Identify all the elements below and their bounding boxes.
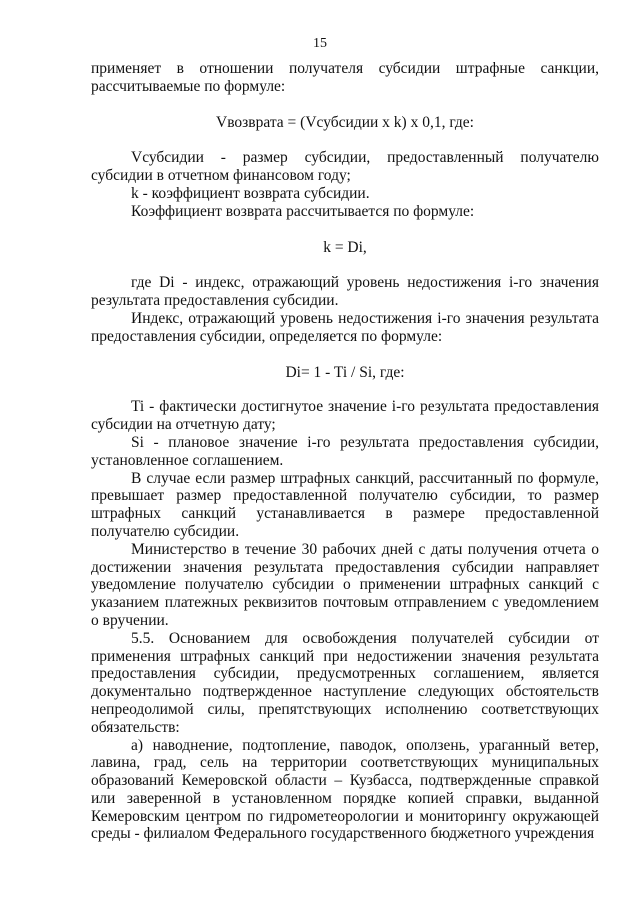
paragraph-subsidy-volume-def: Vсубсидии - размер субсидии, предоставленный получателю субсидии в отчетном финансовом году;	[91, 149, 599, 185]
formula-k: k = Di,	[323, 238, 367, 256]
paragraph-penalty-intro: применяет в отношении получателя субсидии штрафные санкции, рассчитываемые по формуле:	[91, 60, 599, 95]
document-body	[91, 60, 599, 843]
paragraph-k-formula-intro: Коэффициент возврата рассчитывается по формуле:	[131, 202, 475, 220]
paragraph-ti-def: Ti - фактически достигнутое значение i-го результата предоставления субсидии на отчетную дату;	[91, 398, 599, 434]
paragraph-item-a: а) наводнение, подтопление, паводок, оползень, ураганный ветер, лавина, град, сель на территории соответствующих муниципальных образований Кемеровской области – Кузбасса, подтвержденные справкой или заверенной в установленном порядке копией справки, выданной Кемеровским центром по гидрометеорологии и мониторингу окружающей среды - филиалом Федерального государственного бюджетного учреждения	[91, 736, 599, 843]
formula-di: Di= 1 - Ti / Si, где:	[285, 363, 405, 381]
page-number: 15	[313, 36, 327, 51]
paragraph-di-def: где Di - индекс, отражающий уровень недостижения i-го значения результата предоставления субсидии.	[91, 274, 599, 310]
paragraph-penalty-cap: В случае если размер штрафных санкций, рассчитанный по формуле, превышает размер предоставленной получателю субсидии, то размер штрафных санкций устанавливается в размере предоставленной получателю субсидии.	[91, 469, 599, 540]
paragraph-k-def: k - коэффициент возврата субсидии.	[131, 184, 370, 202]
formula-refund-volume: Vвозврата = (Vсубсидии x k) x 0,1, где:	[216, 113, 474, 131]
paragraph-section-5-5: 5.5. Основанием для освобождения получателей субсидии от применения штрафных санкций при недостижении значения результата предоставления субсидии, предусмотренных соглашением, является документально подтвержденное наступление следующих обстоятельств непреодолимой силы, препятствующих исполнению соответствующих обязательств:	[91, 629, 599, 736]
paragraph-si-def: Si - плановое значение i-го результата предоставления субсидии, установленное соглашением.	[91, 433, 599, 469]
paragraph-ministry-notice: Министерство в течение 30 рабочих дней с даты получения отчета о достижении значения результата предоставления субсидии направляет уведомление получателю субсидии о применении штрафных санкций с указанием платежных реквизитов почтовым отправлением с уведомлением о вручении.	[91, 540, 599, 629]
paragraph-di-formula-intro: Индекс, отражающий уровень недостижения i-го значения результата предоставления субсидии, определяется по формуле:	[91, 309, 599, 345]
